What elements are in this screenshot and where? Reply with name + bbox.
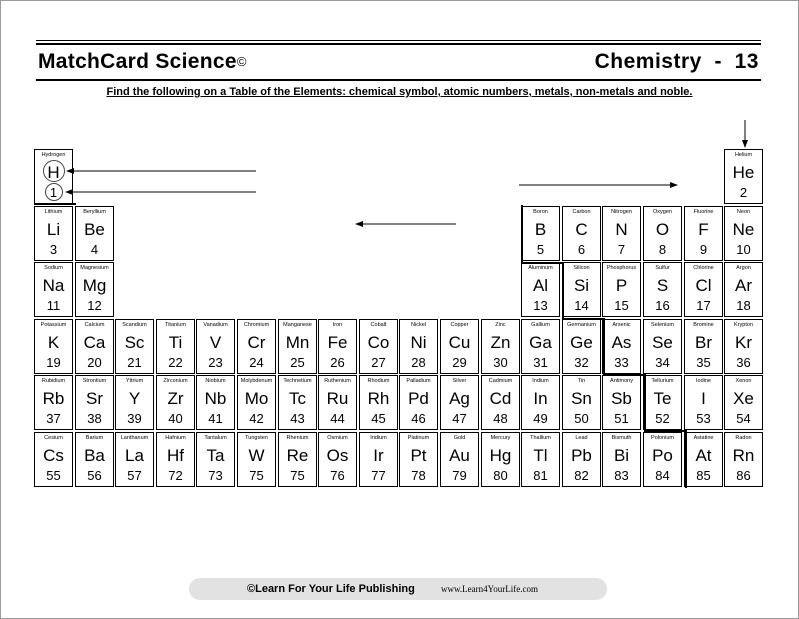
element-symbol: Mg: [82, 276, 107, 295]
atomic-number: 43: [290, 411, 305, 426]
atomic-number: 31: [533, 355, 548, 370]
atomic-number: 32: [574, 355, 589, 370]
element-symbol: C: [575, 220, 588, 239]
element-name: Rhodium: [367, 378, 390, 384]
atomic-number: 2: [739, 185, 748, 200]
element-symbol: In: [533, 389, 548, 408]
element-symbol: Ru: [326, 389, 349, 408]
element-symbol: Rh: [367, 389, 390, 408]
element-name: Iron: [332, 322, 343, 328]
element-name: Phosphorus: [606, 265, 637, 271]
element-symbol: Ba: [84, 446, 105, 465]
element-name: Iridium: [370, 435, 387, 441]
atomic-number: 18: [736, 298, 751, 313]
element-name: Tin: [577, 378, 586, 384]
element-name: Silver: [452, 378, 467, 384]
atomic-number: 44: [330, 411, 345, 426]
element-symbol: Cs: [43, 446, 64, 465]
element-symbol: Sc: [124, 333, 145, 352]
element-symbol: Pb: [571, 446, 592, 465]
element-name: Polonium: [651, 435, 674, 441]
element-name: Arsenic: [612, 322, 631, 328]
element-symbol: Xe: [733, 389, 754, 408]
element-symbol: N: [615, 220, 628, 239]
element-symbol: H: [47, 163, 60, 182]
atomic-number: 81: [533, 468, 548, 483]
element-name: Molybdenum: [240, 378, 273, 384]
element-symbol: Cr: [247, 333, 266, 352]
element-name: Krypton: [734, 322, 753, 328]
element-symbol: He: [732, 163, 755, 182]
element-name: Germanium: [567, 322, 596, 328]
element-symbol: Re: [286, 446, 309, 465]
element-name: Radon: [735, 435, 752, 441]
atomic-number: 51: [614, 411, 629, 426]
element-name: Cobalt: [370, 322, 387, 328]
subject-title: Chemistry - 13: [594, 50, 759, 73]
element-symbol: Te: [653, 389, 672, 408]
element-name: Cadmium: [488, 378, 513, 384]
element-symbol: Si: [573, 276, 590, 295]
atomic-number: 10: [736, 242, 751, 257]
publisher-credit: ©Learn For Your Life Publishing: [247, 583, 415, 595]
element-symbol: Mo: [244, 389, 269, 408]
element-name: Silicon: [573, 265, 590, 271]
atomic-number: 80: [493, 468, 508, 483]
element-symbol: Cd: [489, 389, 512, 408]
element-symbol: Rn: [732, 446, 755, 465]
element-symbol: Os: [326, 446, 349, 465]
element-symbol: At: [695, 446, 712, 465]
element-symbol: Al: [532, 276, 549, 295]
element-name: Cesium: [44, 435, 63, 441]
element-symbol: Se: [652, 333, 673, 352]
brand-mark: ©: [236, 54, 247, 69]
atomic-number: 84: [655, 468, 670, 483]
element-name: Gallium: [531, 322, 550, 328]
atomic-number: 52: [655, 411, 670, 426]
atomic-number: 38: [87, 411, 102, 426]
atomic-number: 7: [617, 242, 626, 257]
element-symbol: Ar: [735, 276, 752, 295]
element-name: Helium: [734, 152, 753, 158]
atomic-number: 49: [533, 411, 548, 426]
element-name: Astatine: [693, 435, 714, 441]
element-symbol: O: [655, 220, 670, 239]
element-symbol: Pt: [410, 446, 427, 465]
atomic-number: 34: [655, 355, 670, 370]
element-symbol: As: [611, 333, 632, 352]
atomic-number: 24: [249, 355, 264, 370]
element-name: Iodine: [696, 378, 711, 384]
element-name: Potassium: [40, 322, 67, 328]
element-name: Indium: [532, 378, 549, 384]
element-symbol: I: [701, 389, 706, 408]
element-name: Rubidium: [41, 378, 66, 384]
element-name: Tungsten: [245, 435, 268, 441]
atomic-number: 11: [46, 298, 61, 313]
element-name: Ruthenium: [324, 378, 351, 384]
atomic-number: 17: [696, 298, 711, 313]
element-symbol: Sn: [571, 389, 592, 408]
element-name: Gold: [453, 435, 466, 441]
atomic-number: 46: [411, 411, 426, 426]
atomic-number: 45: [371, 411, 386, 426]
atomic-number: 3: [49, 242, 58, 257]
element-symbol: Br: [695, 333, 712, 352]
element-symbol: Ge: [570, 333, 593, 352]
element-name: Nitrogen: [611, 209, 632, 215]
element-name: Platinum: [407, 435, 430, 441]
element-symbol: Bi: [613, 446, 630, 465]
element-symbol: B: [534, 220, 547, 239]
element-symbol: Ni: [410, 333, 427, 352]
atomic-number: 50: [574, 411, 589, 426]
element-name: Palladium: [406, 378, 431, 384]
atomic-number: 8: [658, 242, 667, 257]
element-symbol: Rb: [42, 389, 65, 408]
element-name: Tellurium: [651, 378, 674, 384]
element-name: Yttrium: [125, 378, 144, 384]
element-name: Xenon: [735, 378, 752, 384]
element-symbol: Ne: [732, 220, 755, 239]
atomic-number: 13: [533, 298, 548, 313]
element-symbol: W: [248, 446, 265, 465]
element-symbol: Au: [449, 446, 470, 465]
element-symbol: Li: [46, 220, 61, 239]
atomic-number: 79: [452, 468, 467, 483]
element-name: Calcium: [84, 322, 105, 328]
element-name: Zinc: [495, 322, 506, 328]
element-name: Magnesium: [80, 265, 109, 271]
element-symbol: Ag: [449, 389, 470, 408]
atomic-number: 29: [452, 355, 467, 370]
atomic-number: 55: [46, 468, 61, 483]
element-symbol: Cu: [448, 333, 471, 352]
atomic-number: 47: [452, 411, 467, 426]
element-symbol: Sr: [86, 389, 103, 408]
element-name: Barium: [85, 435, 104, 441]
element-name: Carbon: [572, 209, 591, 215]
element-name: Boron: [533, 209, 548, 215]
element-symbol: Ti: [168, 333, 183, 352]
element-name: Tantalum: [204, 435, 227, 441]
element-name: Strontium: [82, 378, 107, 384]
atomic-number: 33: [614, 355, 629, 370]
element-name: Sulfur: [655, 265, 670, 271]
atomic-number: 78: [411, 468, 426, 483]
element-symbol: Po: [652, 446, 673, 465]
atomic-number: 19: [46, 355, 61, 370]
atomic-number: 12: [87, 298, 102, 313]
element-symbol: Sb: [611, 389, 632, 408]
element-name: Hydrogen: [41, 152, 66, 158]
element-symbol: Ga: [529, 333, 552, 352]
element-symbol: S: [656, 276, 669, 295]
element-name: Lanthanum: [120, 435, 149, 441]
atomic-number: 75: [290, 468, 305, 483]
atomic-number: 15: [614, 298, 629, 313]
atomic-number: 4: [90, 242, 99, 257]
element-symbol: Hg: [489, 446, 512, 465]
element-name: Bismuth: [611, 435, 632, 441]
element-name: Beryllium: [83, 209, 106, 215]
element-name: Nickel: [411, 322, 426, 328]
atomic-number: 20: [87, 355, 102, 370]
element-symbol: Zn: [490, 333, 511, 352]
element-symbol: Tc: [289, 389, 306, 408]
atomic-number: 23: [208, 355, 223, 370]
atomic-number: 21: [127, 355, 142, 370]
element-symbol: Pd: [408, 389, 429, 408]
element-name: Bromine: [693, 322, 714, 328]
atomic-number: 41: [208, 411, 223, 426]
element-symbol: Ir: [373, 446, 384, 465]
atomic-number: 27: [371, 355, 386, 370]
element-name: Osmium: [327, 435, 348, 441]
element-symbol: Kr: [735, 333, 752, 352]
atomic-number: 77: [371, 468, 386, 483]
atomic-number: 35: [696, 355, 711, 370]
element-name: Hafnium: [165, 435, 186, 441]
atomic-number: 85: [696, 468, 711, 483]
element-name: Mercury: [490, 435, 511, 441]
element-name: Sodium: [44, 265, 63, 271]
element-symbol: Ca: [83, 333, 106, 352]
atomic-number: 30: [493, 355, 508, 370]
element-name: Thallium: [530, 435, 551, 441]
atomic-number: 53: [696, 411, 711, 426]
element-name: Technetium: [283, 378, 312, 384]
atomic-number: 26: [330, 355, 345, 370]
atomic-number: 9: [699, 242, 708, 257]
atomic-number: 82: [574, 468, 589, 483]
element-name: Scandium: [122, 322, 147, 328]
footer-bar: [189, 578, 607, 600]
brand-name: MatchCard Science: [38, 50, 237, 73]
element-name: Copper: [450, 322, 469, 328]
atomic-number: 5: [536, 242, 545, 257]
atomic-number: 86: [736, 468, 751, 483]
atomic-number: 36: [736, 355, 751, 370]
element-name: Niobium: [205, 378, 226, 384]
element-name: Oxygen: [653, 209, 672, 215]
element-name: Manganese: [283, 322, 312, 328]
element-name: Antimony: [610, 378, 633, 384]
element-name: Chlorine: [693, 265, 714, 271]
element-symbol: Ta: [206, 446, 225, 465]
element-symbol: Fe: [327, 333, 348, 352]
element-symbol: Y: [128, 389, 141, 408]
element-symbol: Tl: [533, 446, 548, 465]
atomic-number: 72: [168, 468, 183, 483]
instructions: Find the following on a Table of the Elements: chemical symbol, atomic numbers, metals, non-metals and noble.: [106, 86, 693, 98]
atomic-number: 14: [574, 298, 589, 313]
element-name: Fluorine: [693, 209, 714, 215]
atomic-number: 6: [577, 242, 586, 257]
element-symbol: Be: [84, 220, 105, 239]
atomic-number: 73: [208, 468, 223, 483]
element-name: Chromium: [243, 322, 270, 328]
atomic-number: 83: [614, 468, 629, 483]
element-name: Zirconium: [163, 378, 188, 384]
atomic-number: 25: [290, 355, 305, 370]
atomic-number: 37: [46, 411, 61, 426]
element-symbol: Zr: [167, 389, 184, 408]
element-name: Lithium: [44, 209, 63, 215]
atomic-number: 22: [168, 355, 183, 370]
element-name: Argon: [736, 265, 751, 271]
atomic-number: 54: [736, 411, 751, 426]
element-name: Rhenium: [286, 435, 309, 441]
element-symbol: Co: [367, 333, 390, 352]
element-name: Aluminum: [528, 265, 553, 271]
atomic-number: 56: [87, 468, 102, 483]
atomic-number: 75: [249, 468, 264, 483]
element-symbol: Nb: [204, 389, 227, 408]
element-name: Vanadium: [203, 322, 228, 328]
atomic-number: 1: [49, 185, 58, 200]
element-symbol: Mn: [285, 333, 310, 352]
element-symbol: Na: [42, 276, 65, 295]
element-name: Selenium: [651, 322, 674, 328]
atomic-number: 48: [493, 411, 508, 426]
atomic-number: 40: [168, 411, 183, 426]
atomic-number: 28: [411, 355, 426, 370]
atomic-number: 42: [249, 411, 264, 426]
element-symbol: P: [615, 276, 628, 295]
atomic-number: 39: [127, 411, 142, 426]
element-name: Titanium: [165, 322, 186, 328]
element-symbol: V: [209, 333, 222, 352]
element-name: Lead: [575, 435, 588, 441]
element-symbol: Cl: [695, 276, 712, 295]
atomic-number: 76: [330, 468, 345, 483]
website-url[interactable]: www.Learn4YourLife.com: [441, 584, 538, 594]
element-symbol: F: [698, 220, 709, 239]
element-symbol: La: [125, 446, 144, 465]
atomic-number: 57: [127, 468, 142, 483]
element-name: Neon: [736, 209, 751, 215]
element-symbol: K: [47, 333, 60, 352]
atomic-number: 16: [655, 298, 670, 313]
element-symbol: Hf: [167, 446, 184, 465]
